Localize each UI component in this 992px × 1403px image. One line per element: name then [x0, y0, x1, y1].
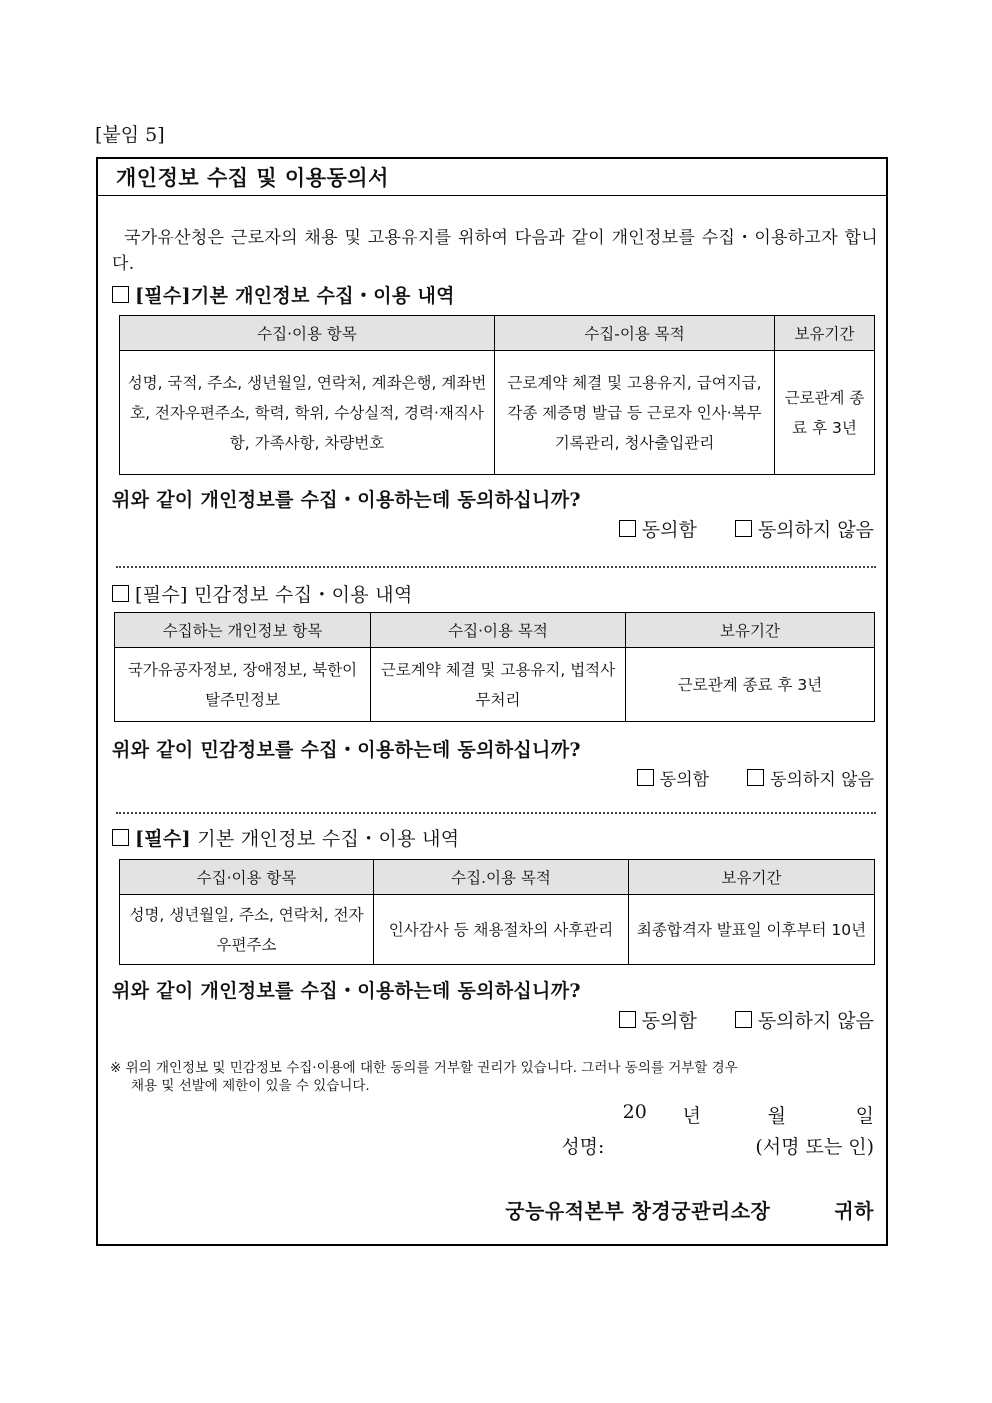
addressee: 궁능유적본부 창경궁관리소장 귀하 [505, 1199, 874, 1223]
checkbox-icon[interactable] [619, 520, 636, 537]
disagree-option[interactable]: 동의하지 않음 [735, 515, 874, 542]
disagree-option[interactable]: 동의하지 않음 [747, 765, 874, 790]
table-row [115, 648, 875, 722]
table-cell: 인사감사 등 채용절차의 사후관리 [374, 895, 629, 965]
table-header: 수집·이용 항목 [120, 316, 495, 351]
table-header: 보유기간 [626, 613, 875, 648]
checkbox-icon[interactable] [112, 286, 129, 303]
table-header: 수집-이용 목적 [495, 316, 775, 351]
section-2-options [637, 765, 874, 790]
section-2-question: 위와 같이 민감정보를 수집・이용하는데 동의하십니까? [112, 739, 581, 761]
table-row [120, 895, 875, 965]
table-cell: 성명, 생년월일, 주소, 연락처, 전자우편주소 [120, 895, 374, 965]
signature-label: 성명: [561, 1136, 605, 1158]
table-cell: 최종합격자 발표일 이후부터 10년 [629, 895, 875, 965]
dotted-divider [116, 812, 876, 814]
table-header: 수집하는 개인정보 항목 [115, 613, 371, 648]
table-row [120, 351, 875, 475]
signature-hint: (서명 또는 인) [755, 1136, 874, 1158]
checkbox-icon[interactable] [112, 829, 129, 846]
checkbox-icon[interactable] [735, 520, 752, 537]
table-cell: 국가유공자정보, 장애정보, 북한이탈주민정보 [115, 648, 371, 722]
checkbox-icon[interactable] [747, 769, 764, 786]
checkbox-icon[interactable] [637, 769, 654, 786]
consent-form [96, 157, 888, 1246]
agree-option[interactable]: 동의함 [619, 515, 697, 542]
section-3-options [619, 1006, 874, 1033]
attachment-label: [붙임 5] [95, 124, 165, 146]
table-header: 수집·이용 항목 [120, 860, 374, 895]
agree-option[interactable]: 동의함 [619, 1006, 697, 1033]
table-cell: 근로계약 체결 및 고용유지, 법적사무처리 [371, 648, 626, 722]
checkbox-icon[interactable] [619, 1011, 636, 1028]
table-header: 수집·이용 목적 [371, 613, 626, 648]
checkbox-icon[interactable] [735, 1011, 752, 1028]
intro-text: 국가유산청은 근로자의 채용 및 고용유지를 위하여 다음과 같이 개인정보를 수집・이용하고자 합니다. [112, 228, 878, 274]
section-3-table [119, 859, 875, 965]
table-cell: 근로계약 체결 및 고용유지, 급여지급, 각종 제증명 발급 등 근로자 인사·복무 기록관리, 청사출입관리 [495, 351, 775, 475]
agree-option[interactable]: 동의함 [637, 765, 709, 790]
section-1-options [619, 515, 874, 542]
dotted-divider [116, 566, 876, 568]
table-cell: 근로관계 종료 후 3년 [775, 351, 875, 475]
section-3-question: 위와 같이 개인정보를 수집・이용하는데 동의하십니까? [112, 980, 581, 1002]
table-header: 보유기간 [629, 860, 875, 895]
table-header: 보유기간 [775, 316, 875, 351]
signature-line [561, 1132, 874, 1159]
section-1-heading: [필수]기본 개인정보 수집・이용 내역 [112, 281, 455, 308]
table-cell: 성명, 국적, 주소, 생년월일, 연락처, 계좌은행, 계좌번호, 전자우편주소, 학력, 학위, 수상실적, 경력·재직사항, 가족사항, 차량번호 [120, 351, 495, 475]
disagree-option[interactable]: 동의하지 않음 [735, 1006, 874, 1033]
refusal-notice: ※ 위의 개인정보 및 민감정보 수집·이용에 대한 동의를 거부할 권리가 있습니다. 그러나 동의를 거부할 경우 채용 및 선발에 제한이 있을 수 있습니다. [110, 1060, 738, 1094]
table-cell: 근로관계 종료 후 3년 [626, 648, 875, 722]
table-header: 수집.이용 목적 [374, 860, 629, 895]
date-line: 20 년 월 일 [622, 1101, 874, 1127]
section-1-question: 위와 같이 개인정보를 수집・이용하는데 동의하십니까? [112, 489, 581, 511]
section-2-table [114, 612, 875, 722]
form-title: 개인정보 수집 및 이용동의서 [98, 159, 886, 196]
section-3-heading: [필수] 기본 개인정보 수집・이용 내역 [112, 824, 459, 851]
checkbox-icon[interactable] [112, 585, 129, 602]
section-1-table [119, 315, 875, 475]
section-2-heading: [필수] 민감정보 수집・이용 내역 [112, 580, 413, 607]
